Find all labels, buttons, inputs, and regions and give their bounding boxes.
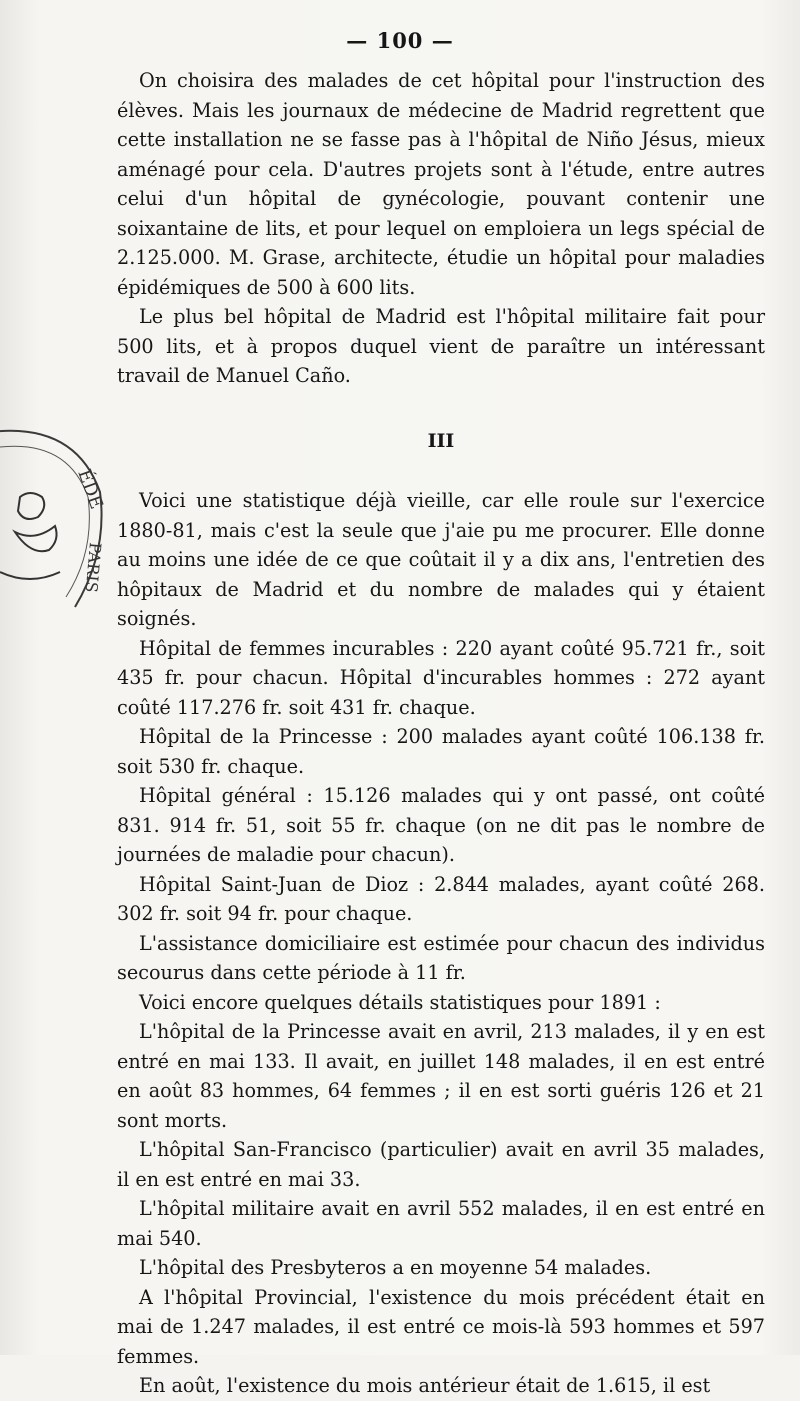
paragraph: Voici encore quelques détails statistiques pour 1891 : [139, 990, 661, 1014]
page-number: — 100 — [346, 28, 454, 53]
paragraph: Hôpital général : 15.126 malades qui y ont passé, ont coûté 831. 914 fr. 51, soit 55 fr. chaque (on ne dit pas le nombre de journées de maladie pour chacun). [117, 784, 765, 866]
paragraph: Le plus bel hôpital de Madrid est l'hôpital militaire fait pour 500 lits, et à propos duquel vient de paraître un intéressant travail de Manuel Caño. [117, 305, 765, 387]
paragraph: En août, l'existence du mois antérieur était de 1.615, il est [139, 1374, 711, 1397]
paragraph: Hôpital de femmes incurables : 220 ayant coûté 95.721 fr., soit 435 fr. pour chacun. Hôpital d'incurables hommes : 272 ayant coûté 117.276 fr. soit 431 fr. chaque. [117, 636, 765, 719]
paragraph: On choisira des malades de cet hôpital pour l'instruction des élèves. Mais les journaux de médecine de Madrid regrettent que cette installation ne se fasse pas à l'hôpital de Niño Jésus, mieux aménagé pour cela. D'autres projets sont à l'étude, entre autres celui d'un hôpital de gynécologie, pouvant contenir une soixantaine de lits, et pour lequel on emploiera un legs spécial de 2.125.000. M. Grase, architecte, étudie un hôpital pour maladies épidémiques de 500 à 600 lits. [117, 69, 765, 299]
library-stamp-icon [0, 402, 110, 632]
paragraph: A l'hôpital Provincial, l'existence du mois précédent était en mai de 1.247 malades, il est entré ce mois-là 593 hommes et 597 femmes. [117, 1285, 765, 1368]
paragraph: L'hôpital de la Princesse avait en avril, 213 malades, il y en est entré en mai 133. Il avait, en juillet 148 malades, il en est entré en août 83 hommes, 64 femmes ; il en est sorti guéris 126 et 21 sont morts. [117, 1020, 765, 1132]
section-heading: III [427, 429, 455, 452]
body-text [117, 66, 765, 1401]
paragraph: L'hôpital des Presbyteros a en moyenne 54 malades. [139, 1256, 652, 1279]
svg-text:PARIS: PARIS [81, 541, 105, 594]
paragraph: L'assistance domiciliaire est estimée pour chacun des individus secourus dans cette période à 11 fr. [117, 931, 765, 984]
paragraph: L'hôpital militaire avait en avril 552 malades, il en est entré en mai 540. [117, 1197, 765, 1250]
paragraph: L'hôpital San-Francisco (particulier) avait en avril 35 malades, il en est entré en mai 33. [117, 1138, 765, 1191]
paragraph: Hôpital de la Princesse : 200 malades ayant coûté 106.138 fr. soit 530 fr. chaque. [117, 725, 765, 778]
paragraph: Hôpital Saint-Juan de Dioz : 2.844 malades, ayant coûté 268. 302 fr. soit 94 fr. pour chaque. [117, 872, 765, 925]
paragraph: Voici une statistique déjà vieille, car elle roule sur l'exercice 1880-81, mais c'est la seule que j'aie pu me procurer. Elle donne au moins une idée de ce que coûtait il y a dix ans, l'entretien des hôpitaux de Madrid et du nombre de malades qui y étaient soignés. [117, 489, 765, 630]
svg-text:ÉDE: ÉDE [73, 466, 107, 512]
